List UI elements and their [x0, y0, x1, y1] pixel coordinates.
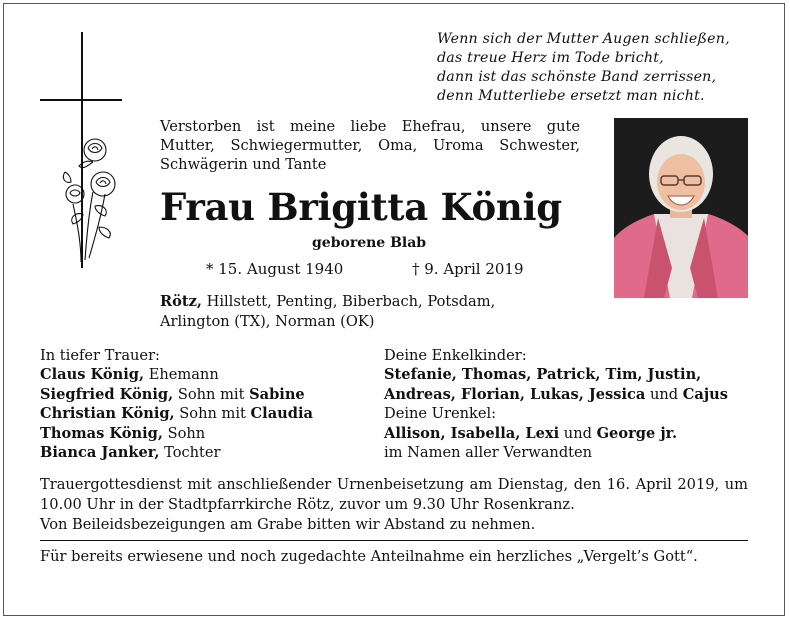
mourner-row	[40, 443, 313, 462]
mourner-name: Thomas König,	[40, 424, 163, 442]
mourner-partner: Claudia	[250, 405, 313, 423]
grandchildren-names: Stefanie, Thomas, Patrick, Tim, Justin,	[384, 366, 702, 384]
mourner-relation: Tochter	[159, 444, 221, 462]
mourner-row	[40, 385, 313, 404]
poem-line: das treue Herz im Tode bricht,	[437, 50, 664, 66]
divider	[40, 540, 748, 541]
mourner-relation: Sohn	[162, 424, 206, 442]
grandchildren-heading: Deine Enkelkinder:	[384, 347, 527, 364]
portrait-image	[614, 118, 748, 298]
intro-line: Verstorben ist meine liebe Ehefrau, unsere gute	[160, 118, 580, 135]
mourners-left	[40, 346, 313, 462]
life-dates	[206, 260, 524, 278]
deceased-name: Frau Brigitta König	[160, 185, 562, 229]
conjunction: und	[559, 424, 597, 442]
great-grandchild-name: George jr.	[596, 424, 678, 442]
great-grandchildren-names: Allison, Isabella, Lexi	[384, 424, 560, 442]
condolence-note: Von Beileidsbezeigungen am Grabe bitten wir Abstand zu nehmen.	[40, 516, 536, 533]
service-info: Trauergottesdienst mit anschließender Urnenbeisetzung am Dienstag, den 16. April 2019, um 10.00 Uhr in der Stadtpfarrkirche Rötz, zuvor um 9.30 Uhr Rosenkranz.	[40, 476, 748, 513]
mourner-name: Siegfried König,	[40, 385, 174, 403]
death-date: † 9. April 2019	[412, 260, 524, 278]
mourner-relation: Sohn mit	[174, 405, 251, 423]
poem-line: Wenn sich der Mutter Augen schließen,	[437, 31, 730, 47]
relatives-line: im Namen aller Verwandten	[384, 444, 593, 462]
roses-icon	[55, 132, 125, 267]
places	[160, 292, 495, 332]
mourner-name: Bianca Janker,	[40, 444, 160, 462]
thanks-note: Für bereits erwiesene und noch zugedachte Anteilnahme ein herzliches „Vergelt’s Gott“.	[40, 548, 698, 565]
grandchildren-names: Andreas, Florian, Lukas, Jessica	[384, 385, 646, 403]
conjunction: und	[645, 385, 683, 403]
mourners-right	[384, 346, 728, 462]
grandchild-name: Cajus	[682, 385, 728, 403]
mourner-row	[40, 424, 313, 443]
poem-line: dann ist das schönste Band zerrissen,	[437, 69, 717, 85]
great-grandchildren-heading: Deine Urenkel:	[384, 405, 497, 423]
birth-date: * 15. August 1940	[206, 260, 344, 278]
place-first: Rötz,	[160, 293, 202, 310]
mourners-heading: In tiefer Trauer:	[40, 347, 160, 364]
poem-line: denn Mutterliebe ersetzt man nicht.	[437, 88, 705, 104]
mourner-partner: Sabine	[249, 385, 305, 403]
mourner-name: Christian König,	[40, 405, 175, 423]
mourner-relation: Sohn mit	[173, 385, 250, 403]
places-line2: Arlington (TX), Norman (OK)	[160, 313, 375, 330]
mourner-name: Claus König,	[40, 366, 145, 384]
intro-line: Mutter, Schwiegermutter, Oma, Uroma Schwester,	[160, 137, 580, 154]
poem	[437, 30, 730, 106]
birth-name: geborene Blab	[312, 235, 427, 251]
places-line1: Hillstett, Penting, Biberbach, Potsdam,	[201, 293, 496, 310]
portrait-photo	[614, 118, 748, 298]
mourner-relation: Ehemann	[144, 366, 219, 384]
intro-line: Schwägerin und Tante	[160, 156, 327, 173]
mourner-row	[40, 404, 313, 423]
intro-text	[160, 117, 580, 174]
mourner-row	[40, 365, 313, 384]
